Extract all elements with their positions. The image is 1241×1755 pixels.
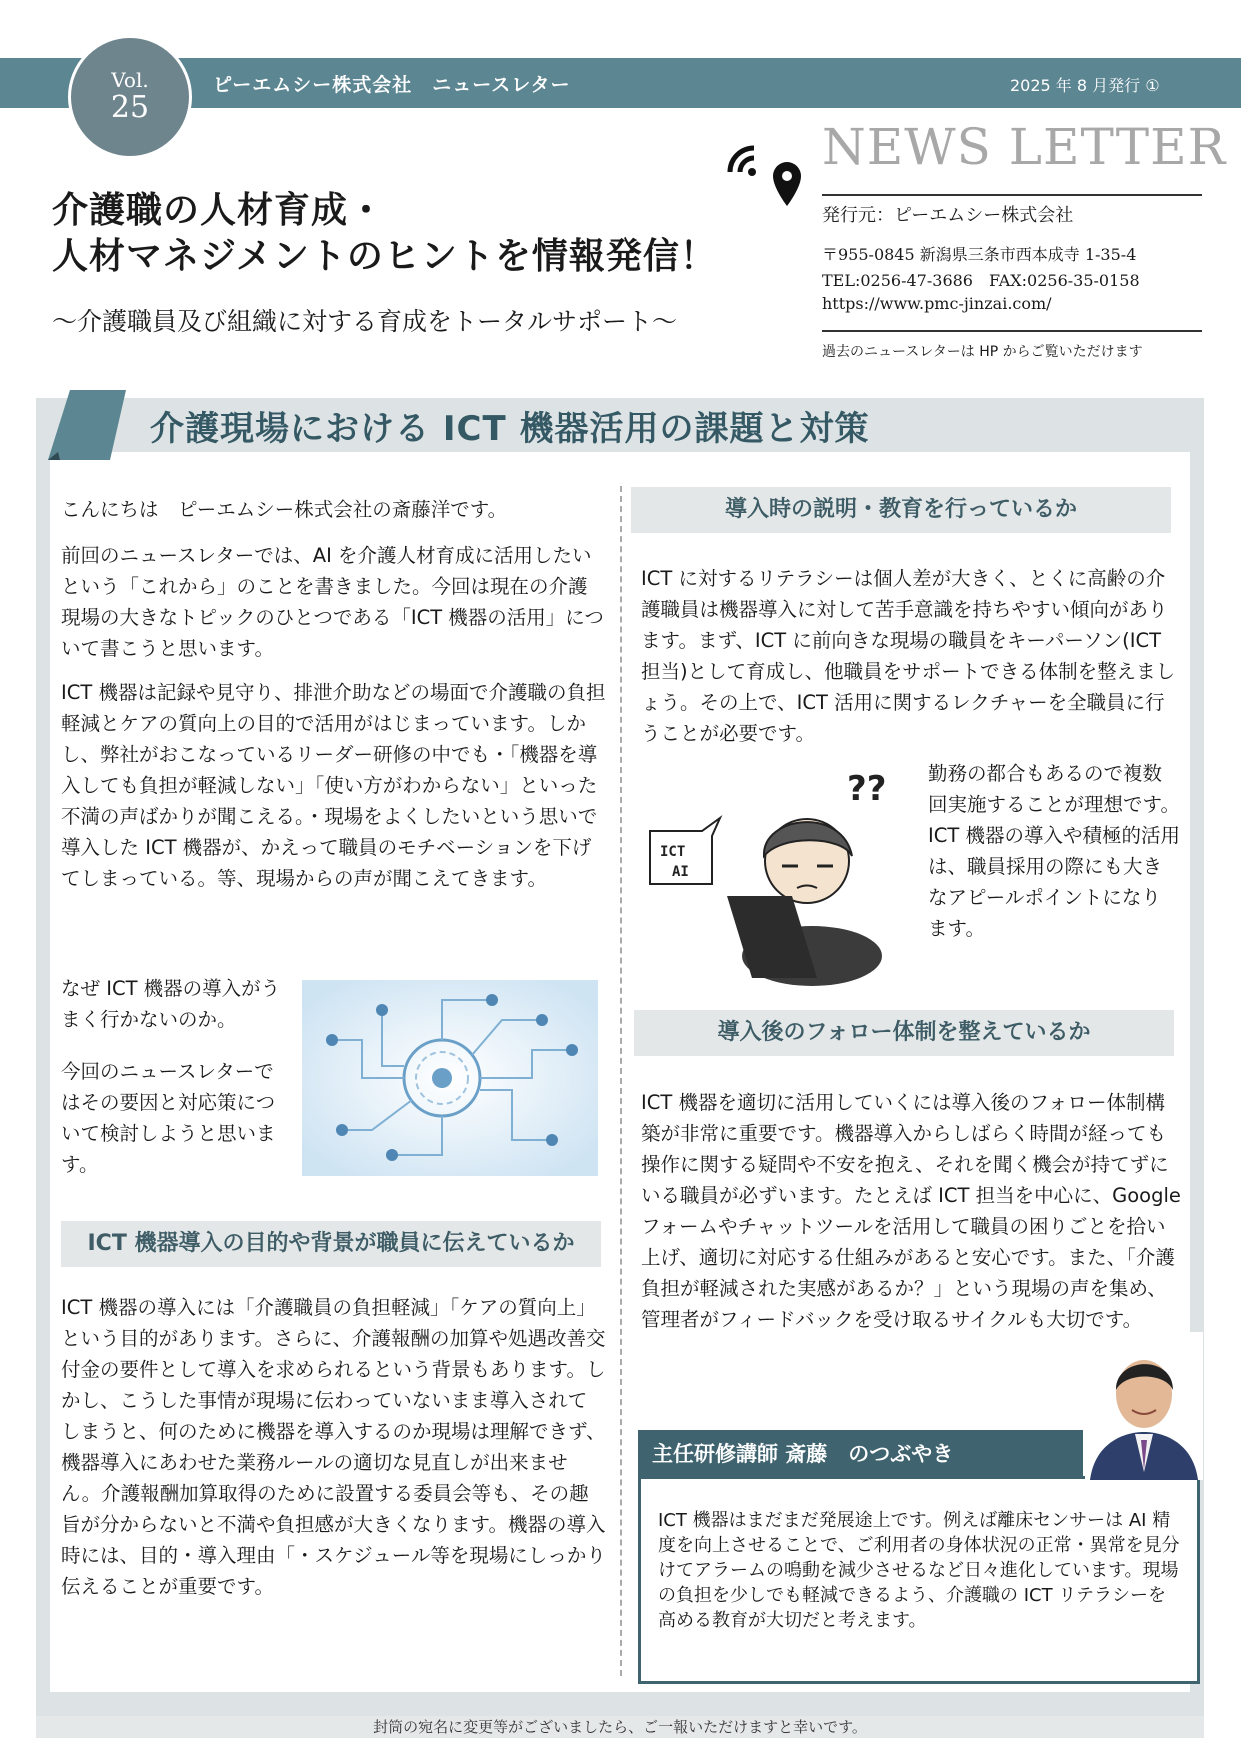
footer-note: 封筒の宛名に変更等がございましたら、ご一報いただけますと幸いです。 [36,1716,1204,1738]
headline-sub: ～介護職員及び組織に対する育成をトータルサポート～ [52,307,678,336]
section2-body-continued: 勤務の都合もあるので複数回実施することが理想です。ICT 機器の導入や積極的活用は、職員採用の際にも大きなアピールポイントになります。 [928,762,1180,940]
section3-heading: 導入後のフォロー体制を整えているか [634,1010,1174,1056]
intro-paragraph-1: 前回のニュースレターでは、AI を介護人材育成に活用したいという「これから」のことを書きました。今回は現在の介護現場の大きなトピックのひとつである「ICT 機器の活用」について書こうと思います。 [61,544,604,660]
instructor-photo [1085,1332,1203,1480]
website-link[interactable]: https://www.pmc-jinzai.com/ [822,294,1052,313]
location-signal-icon [722,132,812,212]
issue-date: 2025 年 8 月発行 ① [1010,76,1160,95]
headline-line1: 介護職の人材育成・ [52,190,386,231]
company-name: ピーエムシー株式会社 ニュースレター [213,74,571,96]
section1-heading: ICT 機器導入の目的や背景が職員に伝えているか [61,1221,601,1267]
intro-closing: 今回のニュースレターではその要因と対応策について検討しようと思います。 [61,1060,276,1176]
publisher: 発行元：ピーエムシー株式会社 [822,205,1074,226]
section1-body: ICT 機器の導入には「介護職員の負担軽減」「ケアの質向上」という目的があります。さらに、介護報酬の加算や処遇改善交付金の要件として導入を求められるという背景もあります。しかし、こうした事情が現場に伝わっていないまま導入されてしまうと、何のために機器を導入するのか現場は理解できず、機器導入にあわせた業務ルールの適切な見直しが出来ません。介護報酬加算取得のために設置する委員会等も、その趣旨が分からないと不満や負担感が大きくなります。機器の導入時には、目的・導入理由「・スケジュール等を現場にしっかり伝えることが重要です。 [61,1296,606,1598]
section2-heading: 導入時の説明・教育を行っているか [631,487,1171,533]
tsubuyaki-heading: 主任研修講師 斎藤 のつぶやき [638,1430,1083,1478]
intro-paragraph-2: ICT 機器は記録や見守り、排泄介助などの場面で介護職の負担軽減とケアの質向上の目的で活用がはじまっています。しかし、弊社がおこなっているリーダー研修の中でも・「機器を導入しても負担が軽減しない」「使い方がわからない」といった不満の声ばかりが聞こえる。・現場をよくしたいという思いで導入した ICT 機器が、かえって職員のモチベーションを下げてしまっている。等、現場からの声が聞こえてきます。 [61,681,606,890]
tsubuyaki-body: ICT 機器はまだまだ発展途上です。例えば離床センサーは AI 精度を向上させることで、ご利用者の身体状況の正常・異常を見分けてアラームの鳴動を減少させるなど日々進化しています。現場の負担を少しでも軽減できるよう、介護職の ICT リテラシーを高める教育が大切だと考えます。 [658,1510,1180,1631]
speech-bubble-text-2: AI [672,864,689,880]
volume-label: Vol. [111,68,149,92]
intro-greeting: こんにちは ピーエムシー株式会社の斎藤洋です。 [61,498,508,521]
tel-fax: TEL:0256-47-3686 FAX:0256-35-0158 [822,271,1140,290]
masthead-rule-top [822,194,1202,196]
worried-worker-illustration [642,756,892,986]
title-accent-shape [48,390,128,460]
volume-badge [68,35,192,159]
section3-body: ICT 機器を適切に活用していくには導入後のフォロー体制構築が非常に重要です。機器導入からしばらく時間が経っても操作に関する疑問や不安を抱え、それを聞く機会が持てずにいる職員が必ずいます。たとえば ICT 担当を中心に、Google フォームやチャットツールを活用して職員の困りごとを拾い上げ、適切に対応する仕組みがあると安心です。また、「介護負担が軽減された実感があるか？」という現場の声を集め、管理者がフィードバックを受け取るサイクルも大切です。 [641,1091,1181,1331]
section2-body: ICT に対するリテラシーは個人差が大きく、とくに高齢の介護職員は機器導入に対して苦手意識を持ちやすい傾向があります。まず、ICT に前向きな現場の職員をキーパーソン(ICT 担当)として育成し、他職員をサポートできる体制を整えましょう。その上で、ICT 活用に関するレクチャーを全職員に行うことが必要です。 [641,567,1176,745]
past-issues-note: 過去のニュースレターは HP からご覧いただけます [822,344,1143,360]
address: 〒955-0845 新潟県三条市西本成寺 1-35-4 [822,245,1137,264]
article-title: 介護現場における ICT 機器活用の課題と対策 [150,409,870,449]
speech-bubble-text-1: ICT [660,844,686,860]
question-marks: ?? [847,769,887,809]
ict-network-image [302,980,598,1176]
masthead-rule-bottom [822,330,1202,332]
newsletter-title: NEWS LETTER [822,118,1227,176]
headline-line2: 人材マネジメントのヒントを情報発信！ [52,236,717,277]
intro-question: なぜ ICT 機器の導入がうまく行かないのか。 [61,977,281,1031]
column-divider [620,486,622,1676]
volume-number: 25 [110,90,150,125]
